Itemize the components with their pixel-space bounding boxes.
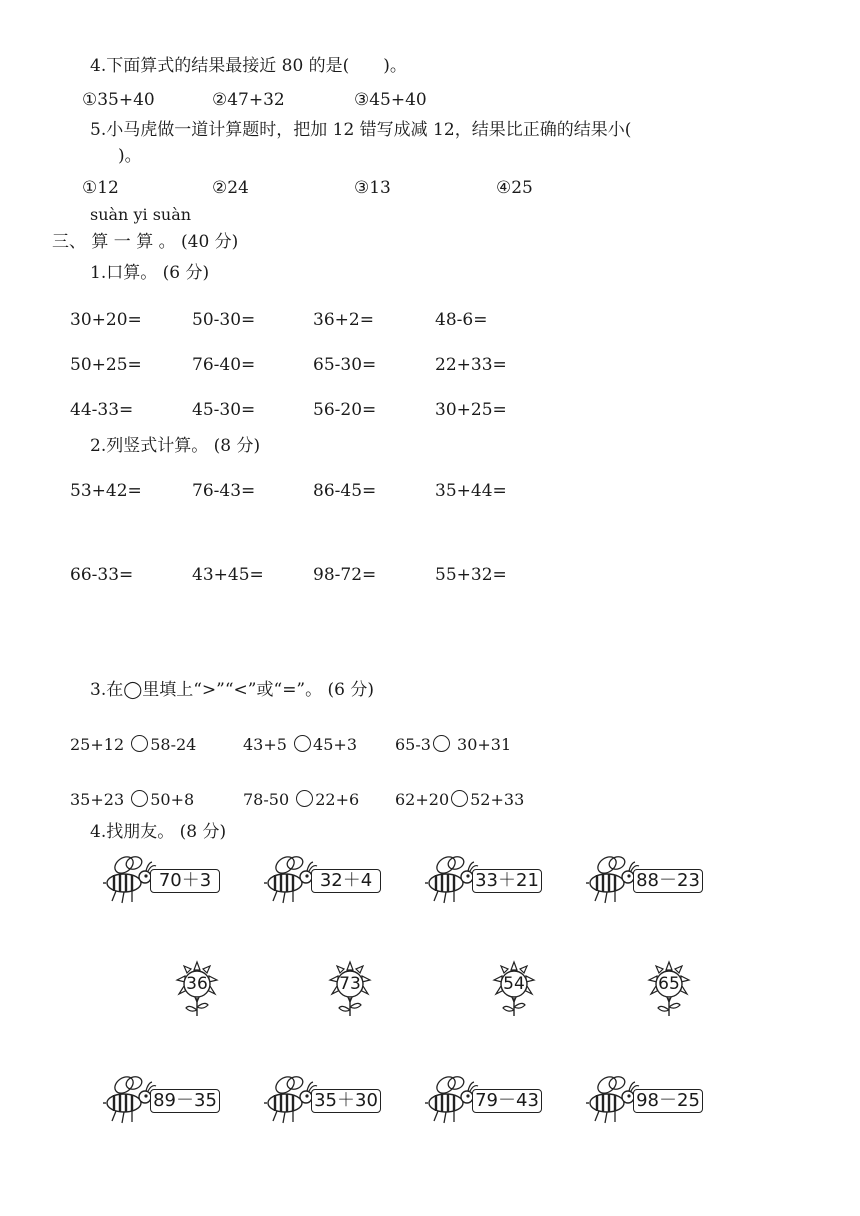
- q5-option-3: ③13: [354, 178, 391, 198]
- bee-bottom-2[interactable]: [263, 1072, 385, 1128]
- blank-circle[interactable]: [131, 790, 148, 807]
- compare-title: 3.在◯里填上“>”“<”或“=”。 (6 分): [90, 680, 375, 700]
- bee-top-4[interactable]: [585, 852, 707, 908]
- oral-item: 48-6=: [435, 310, 488, 330]
- bee-expression: 89－35: [150, 1089, 220, 1113]
- oral-item: 30+25=: [435, 400, 507, 420]
- oral-item: 22+33=: [435, 355, 507, 375]
- flower-number: 65: [658, 974, 680, 994]
- q5-option-2: ②24: [212, 178, 249, 198]
- oral-item: 44-33=: [70, 400, 134, 420]
- compare-item: 25+12 58-24: [70, 735, 197, 754]
- section-3-pinyin: suàn yi suàn: [90, 205, 192, 224]
- question-4-text: 4.下面算式的结果最接近 80 的是( )。: [90, 56, 407, 76]
- oral-title: 1.口算。 (6 分): [90, 263, 210, 283]
- bee-top-3[interactable]: [424, 852, 546, 908]
- friends-title: 4.找朋友。 (8 分): [90, 822, 227, 842]
- flower-2[interactable]: [325, 958, 375, 1018]
- bee-expression: 98－25: [633, 1089, 703, 1113]
- question-5-text: 5.小马虎做一道计算题时，把加 12 错写成减 12，结果比正确的结果小(: [90, 120, 632, 140]
- bee-expression: 79－43: [472, 1089, 542, 1113]
- compare-item: 35+23 50+8: [70, 790, 195, 809]
- oral-item: 45-30=: [192, 400, 256, 420]
- vertical-item: 76-43=: [192, 481, 256, 501]
- bee-bottom-4[interactable]: [585, 1072, 707, 1128]
- flower-number: 73: [339, 974, 361, 994]
- vertical-item: 55+32=: [435, 565, 507, 585]
- oral-item: 76-40=: [192, 355, 256, 375]
- vertical-title: 2.列竖式计算。 (8 分): [90, 436, 261, 456]
- oral-item: 50+25=: [70, 355, 142, 375]
- oral-item: 56-20=: [313, 400, 377, 420]
- oral-item: 50-30=: [192, 310, 256, 330]
- vertical-item: 35+44=: [435, 481, 507, 501]
- vertical-item: 86-45=: [313, 481, 377, 501]
- bee-top-1[interactable]: [102, 852, 224, 908]
- bee-top-2[interactable]: [263, 852, 385, 908]
- bee-expression: 70＋3: [150, 869, 220, 893]
- blank-circle[interactable]: [433, 735, 450, 752]
- vertical-item: 53+42=: [70, 481, 142, 501]
- compare-item: 65-3 30+31: [395, 735, 512, 754]
- q4-option-3: ③45+40: [354, 90, 427, 110]
- blank-circle[interactable]: [131, 735, 148, 752]
- flower-number: 54: [503, 974, 525, 994]
- q5-option-1: ①12: [82, 178, 119, 198]
- compare-item: 43+5 45+3: [243, 735, 357, 754]
- compare-item: 78-50 22+6: [243, 790, 360, 809]
- flower-4[interactable]: [644, 958, 694, 1018]
- q5-option-4: ④25: [496, 178, 533, 198]
- bee-expression: 33＋21: [472, 869, 542, 893]
- oral-item: 30+20=: [70, 310, 142, 330]
- bee-expression: 32＋4: [311, 869, 381, 893]
- flower-3[interactable]: [489, 958, 539, 1018]
- vertical-item: 43+45=: [192, 565, 264, 585]
- section-3-heading: 三、 算 一 算 。 (40 分): [52, 232, 239, 252]
- q4-option-1: ①35+40: [82, 90, 155, 110]
- bee-bottom-3[interactable]: [424, 1072, 546, 1128]
- flower-1[interactable]: [172, 958, 222, 1018]
- flower-number: 36: [186, 974, 208, 994]
- blank-circle[interactable]: [296, 790, 313, 807]
- question-5-text-cont: )。: [118, 146, 142, 166]
- bee-expression: 35＋30: [311, 1089, 381, 1113]
- vertical-item: 98-72=: [313, 565, 377, 585]
- q4-option-2: ②47+32: [212, 90, 285, 110]
- bee-expression: 88－23: [633, 869, 703, 893]
- compare-item: 62+20 52+33: [395, 790, 525, 809]
- bee-bottom-1[interactable]: [102, 1072, 224, 1128]
- vertical-item: 66-33=: [70, 565, 134, 585]
- blank-circle[interactable]: [451, 790, 468, 807]
- oral-item: 36+2=: [313, 310, 374, 330]
- oral-item: 65-30=: [313, 355, 377, 375]
- blank-circle[interactable]: [294, 735, 311, 752]
